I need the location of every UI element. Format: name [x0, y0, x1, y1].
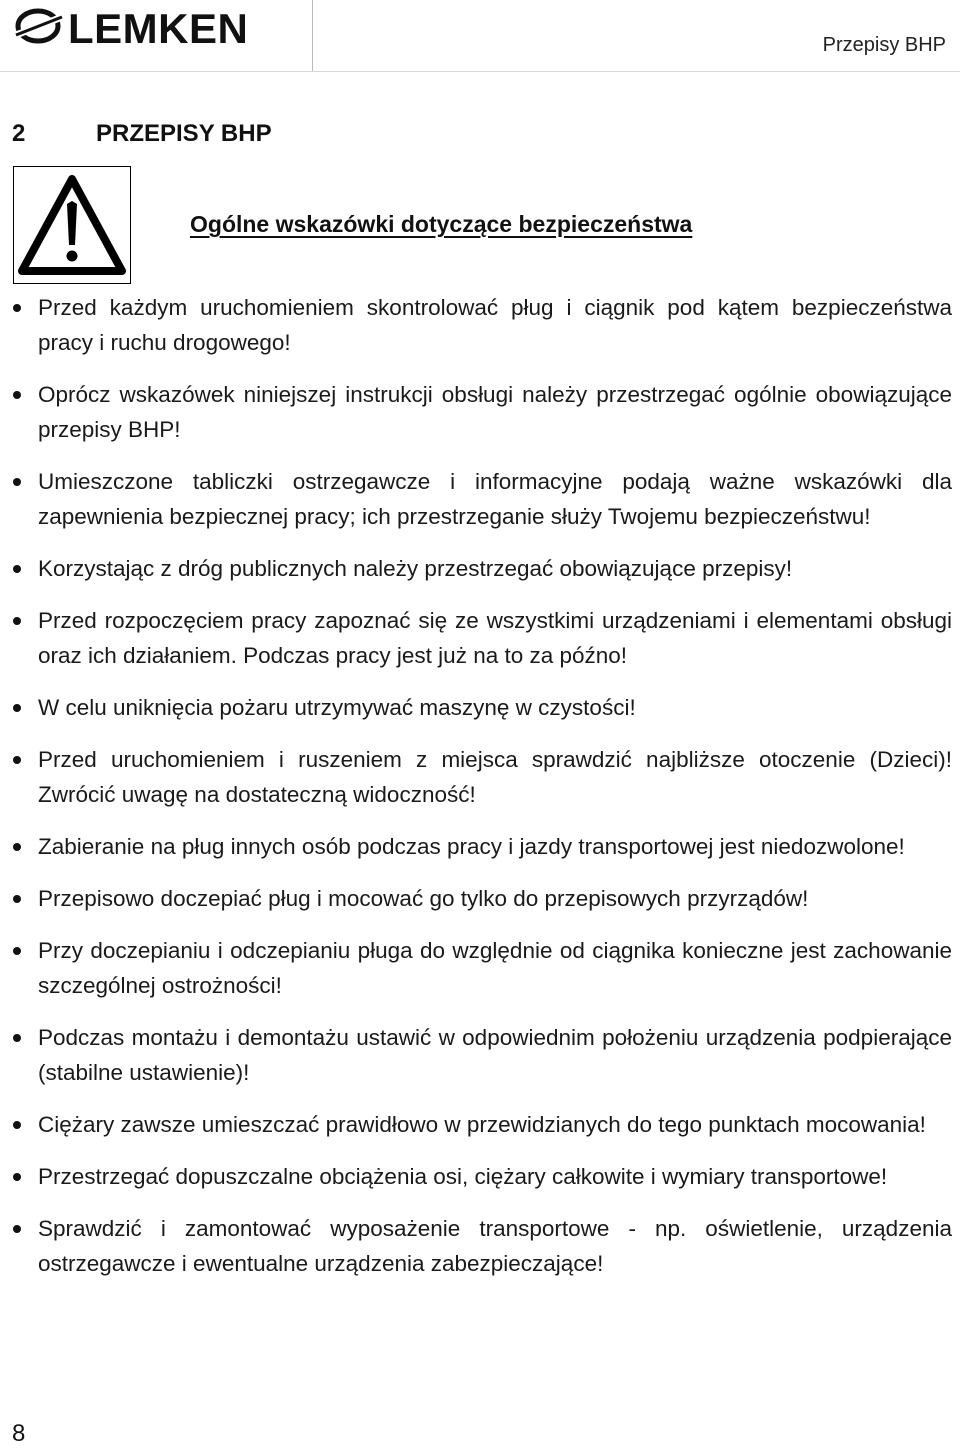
bullet-icon [13, 843, 21, 851]
bullet-icon [13, 304, 21, 312]
list-item [0, 933, 960, 1003]
list-item-text: Zabieranie na pług innych osób podczas pracy i jazdy transportowej jest niedozwolone! [38, 834, 905, 859]
bullet-icon [13, 704, 21, 712]
list-item-text: Umieszczone tabliczki ostrzegawcze i informacyjne podają ważne wskazówki dla zapewnienia bezpiecznej pracy; ich przestrzeganie służy Twojemu bezpieczeństwu! [38, 469, 952, 529]
section-title: PRZEPISY BHP [96, 120, 272, 147]
list-item-text: Przed rozpoczęciem pracy zapoznać się ze wszystkimi urządzeniami i elementami obsługi oraz ich działaniem. Podczas pracy jest już na to za późno! [38, 608, 952, 668]
list-item-text: Sprawdzić i zamontować wyposażenie transportowe - np. oświetlenie, urządzenia ostrzegawcze i ewentualne urządzenia zabezpieczające! [38, 1216, 952, 1276]
list-item [0, 742, 960, 812]
bullet-icon [13, 1034, 21, 1042]
bullet-icon [13, 947, 21, 955]
list-item-text: Przy doczepianiu i odczepianiu pługa do względnie od ciągnika konieczne jest zachowanie szczególnej ostrożności! [38, 938, 952, 998]
bullet-icon [13, 895, 21, 903]
bullet-icon [13, 391, 21, 399]
list-item [0, 1211, 960, 1281]
list-item [0, 1159, 960, 1194]
page-number: 8 [12, 1420, 26, 1447]
list-item-text: Przed uruchomieniem i ruszeniem z miejsca sprawdzić najbliższe otoczenie (Dzieci)! Zwrócić uwagę na dostateczną widoczność! [38, 747, 952, 807]
section-number: 2 [12, 120, 26, 147]
list-item [0, 829, 960, 864]
list-item [0, 551, 960, 586]
bullet-icon [13, 1225, 21, 1233]
bullet-icon [13, 756, 21, 764]
list-item-text: Podczas montażu i demontażu ustawić w odpowiednim położeniu urządzenia podpierające (stabilne ustawienie)! [38, 1025, 952, 1085]
bullet-icon [13, 617, 21, 625]
list-item-text: Oprócz wskazówek niniejszej instrukcji obsługi należy przestrzegać ogólnie obowiązujące przepisy BHP! [38, 382, 952, 442]
list-item-text: Korzystając z dróg publicznych należy przestrzegać obowiązujące przepisy! [38, 556, 793, 581]
warning-triangle-icon [18, 173, 126, 277]
list-item-text: Ciężary zawsze umieszczać prawidłowo w przewidzianych do tego punktach mocowania! [38, 1112, 926, 1137]
safety-rules-list [0, 290, 960, 1298]
header-title: Przepisy BHP [822, 34, 946, 56]
list-item [0, 1107, 960, 1142]
list-item [0, 1020, 960, 1090]
list-item [0, 377, 960, 447]
list-item [0, 464, 960, 534]
list-item-text: Przed każdym uruchomieniem skontrolować pług i ciągnik pod kątem bezpieczeństwa pracy i ruchu drogowego! [38, 295, 952, 355]
list-item-text: W celu uniknięcia pożaru utrzymywać maszynę w czystości! [38, 695, 636, 720]
bullet-icon [13, 565, 21, 573]
lemken-emblem-icon [16, 11, 62, 41]
list-item-text: Przepisowo doczepiać pług i mocować go tylko do przepisowych przyrządów! [38, 886, 809, 911]
lemken-logo [12, 4, 302, 50]
warning-box [13, 166, 131, 284]
list-item [0, 881, 960, 916]
bullet-icon [13, 478, 21, 486]
page-header [0, 0, 960, 72]
list-item [0, 603, 960, 673]
list-item-text: Przestrzegać dopuszczalne obciążenia osi, ciężary całkowite i wymiary transportowe! [38, 1164, 888, 1189]
list-item [0, 290, 960, 360]
section-heading [12, 120, 272, 148]
list-item [0, 690, 960, 725]
safety-subheading: Ogólne wskazówki dotyczące bezpieczeństwa [190, 211, 693, 237]
bullet-icon [13, 1173, 21, 1181]
bullet-icon [13, 1121, 21, 1129]
header-divider-horizontal [0, 71, 960, 72]
header-divider-vertical [312, 0, 313, 72]
lemken-wordmark: LEMKEN [68, 5, 249, 50]
